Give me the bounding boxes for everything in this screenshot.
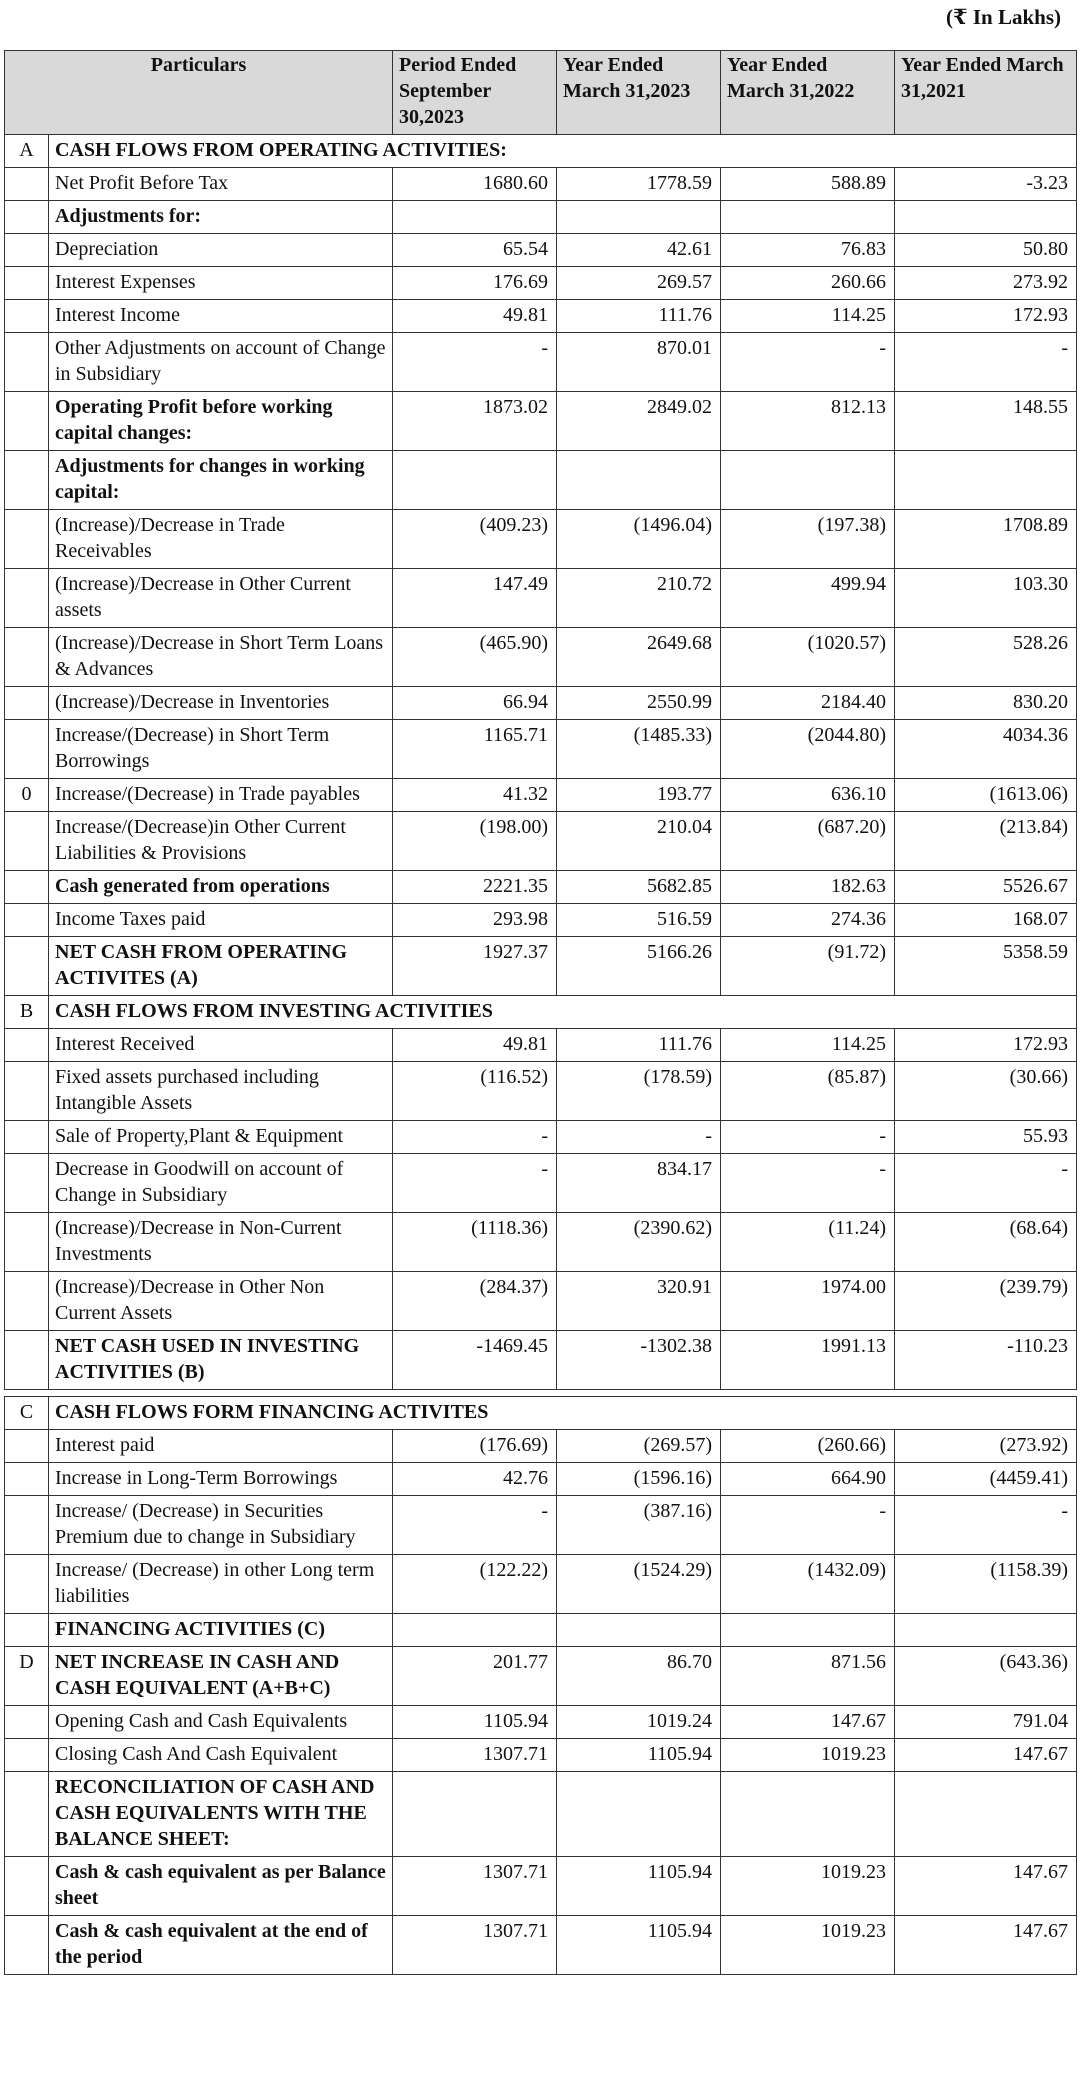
value-cell bbox=[895, 1614, 1077, 1647]
row-label: Depreciation bbox=[49, 234, 393, 267]
row-label: FINANCING ACTIVITIES (C) bbox=[49, 1614, 393, 1647]
row-label: Operating Profit before working capital changes: bbox=[49, 392, 393, 451]
value-cell: - bbox=[895, 333, 1077, 392]
section-marker bbox=[5, 1272, 49, 1331]
section-marker bbox=[5, 904, 49, 937]
value-cell: 1019.23 bbox=[721, 1739, 895, 1772]
table-row bbox=[5, 201, 1077, 234]
value-cell: 1680.60 bbox=[393, 168, 557, 201]
value-cell: (2044.80) bbox=[721, 720, 895, 779]
section-marker bbox=[5, 300, 49, 333]
value-cell: 320.91 bbox=[557, 1272, 721, 1331]
value-cell: 103.30 bbox=[895, 569, 1077, 628]
value-cell: 114.25 bbox=[721, 300, 895, 333]
section-marker bbox=[5, 392, 49, 451]
value-cell: 588.89 bbox=[721, 168, 895, 201]
value-cell: 2649.68 bbox=[557, 628, 721, 687]
table-row bbox=[5, 1213, 1077, 1272]
value-cell: 1105.94 bbox=[557, 1916, 721, 1975]
section-marker bbox=[5, 628, 49, 687]
value-cell: (197.38) bbox=[721, 510, 895, 569]
value-cell: (116.52) bbox=[393, 1062, 557, 1121]
value-cell: - bbox=[721, 1121, 895, 1154]
value-cell: (1118.36) bbox=[393, 1213, 557, 1272]
section-marker bbox=[5, 510, 49, 569]
table-row bbox=[5, 1062, 1077, 1121]
value-cell: 4034.36 bbox=[895, 720, 1077, 779]
header-particulars: Particulars bbox=[5, 51, 393, 135]
value-cell: -110.23 bbox=[895, 1331, 1077, 1390]
table-row bbox=[5, 812, 1077, 871]
value-cell: 528.26 bbox=[895, 628, 1077, 687]
value-cell bbox=[895, 451, 1077, 510]
value-cell: 664.90 bbox=[721, 1463, 895, 1496]
value-cell: 1873.02 bbox=[393, 392, 557, 451]
value-cell: (176.69) bbox=[393, 1430, 557, 1463]
value-cell: (122.22) bbox=[393, 1555, 557, 1614]
value-cell: 812.13 bbox=[721, 392, 895, 451]
section-marker bbox=[5, 1029, 49, 1062]
section-marker bbox=[5, 201, 49, 234]
row-label: Adjustments for changes in working capital: bbox=[49, 451, 393, 510]
table-row bbox=[5, 392, 1077, 451]
table-row bbox=[5, 1397, 1077, 1430]
value-cell: 1019.23 bbox=[721, 1916, 895, 1975]
section-marker bbox=[5, 1706, 49, 1739]
table-row bbox=[5, 510, 1077, 569]
value-cell: 182.63 bbox=[721, 871, 895, 904]
value-cell: -1469.45 bbox=[393, 1331, 557, 1390]
row-label: Closing Cash And Cash Equivalent bbox=[49, 1739, 393, 1772]
value-cell: 2221.35 bbox=[393, 871, 557, 904]
header-year-mar-2023: Year Ended March 31,2023 bbox=[557, 51, 721, 135]
value-cell: 111.76 bbox=[557, 1029, 721, 1062]
value-cell: (387.16) bbox=[557, 1496, 721, 1555]
value-cell: 1105.94 bbox=[557, 1857, 721, 1916]
value-cell: (4459.41) bbox=[895, 1463, 1077, 1496]
value-cell: 201.77 bbox=[393, 1647, 557, 1706]
value-cell: 1307.71 bbox=[393, 1916, 557, 1975]
value-cell: (1613.06) bbox=[895, 779, 1077, 812]
value-cell: - bbox=[557, 1121, 721, 1154]
value-cell: 5682.85 bbox=[557, 871, 721, 904]
row-label: RECONCILIATION OF CASH AND CASH EQUIVALENTS WITH THE BALANCE SHEET: bbox=[49, 1772, 393, 1857]
value-cell: (260.66) bbox=[721, 1430, 895, 1463]
value-cell bbox=[393, 1772, 557, 1857]
value-cell: 66.94 bbox=[393, 687, 557, 720]
value-cell: 2849.02 bbox=[557, 392, 721, 451]
value-cell: 1974.00 bbox=[721, 1272, 895, 1331]
value-cell bbox=[721, 201, 895, 234]
row-label: NET CASH USED IN INVESTING ACTIVITIES (B) bbox=[49, 1331, 393, 1390]
value-cell: 147.49 bbox=[393, 569, 557, 628]
value-cell: 41.32 bbox=[393, 779, 557, 812]
table-row bbox=[5, 267, 1077, 300]
value-cell: - bbox=[721, 1496, 895, 1555]
value-cell: 269.57 bbox=[557, 267, 721, 300]
section-heading: CASH FLOWS FROM INVESTING ACTIVITIES bbox=[49, 996, 1077, 1029]
row-label: Sale of Property,Plant & Equipment bbox=[49, 1121, 393, 1154]
table-row bbox=[5, 333, 1077, 392]
row-label: Interest Received bbox=[49, 1029, 393, 1062]
section-marker bbox=[5, 1739, 49, 1772]
header-period-sep-2023: Period Ended September 30,2023 bbox=[393, 51, 557, 135]
value-cell: 274.36 bbox=[721, 904, 895, 937]
section-marker bbox=[5, 451, 49, 510]
value-cell: 42.76 bbox=[393, 1463, 557, 1496]
value-cell: 791.04 bbox=[895, 1706, 1077, 1739]
table-body bbox=[5, 135, 1077, 1975]
section-marker bbox=[5, 1213, 49, 1272]
table-row bbox=[5, 1331, 1077, 1390]
table-row bbox=[5, 168, 1077, 201]
section-marker bbox=[5, 1331, 49, 1390]
row-label: Fixed assets purchased including Intangible Assets bbox=[49, 1062, 393, 1121]
table-row bbox=[5, 451, 1077, 510]
table-row bbox=[5, 1121, 1077, 1154]
value-cell: 2184.40 bbox=[721, 687, 895, 720]
value-cell bbox=[393, 201, 557, 234]
section-marker bbox=[5, 1496, 49, 1555]
value-cell: (465.90) bbox=[393, 628, 557, 687]
value-cell bbox=[557, 1614, 721, 1647]
value-cell: 193.77 bbox=[557, 779, 721, 812]
value-cell: (687.20) bbox=[721, 812, 895, 871]
section-marker bbox=[5, 1916, 49, 1975]
value-cell: 5526.67 bbox=[895, 871, 1077, 904]
value-cell: 172.93 bbox=[895, 300, 1077, 333]
value-cell: 273.92 bbox=[895, 267, 1077, 300]
section-marker: 0 bbox=[5, 779, 49, 812]
table-row bbox=[5, 1272, 1077, 1331]
value-cell: 55.93 bbox=[895, 1121, 1077, 1154]
value-cell: 65.54 bbox=[393, 234, 557, 267]
value-cell: 168.07 bbox=[895, 904, 1077, 937]
row-label: Increase/ (Decrease) in other Long term liabilities bbox=[49, 1555, 393, 1614]
table-row bbox=[5, 1430, 1077, 1463]
section-heading: CASH FLOWS FORM FINANCING ACTIVITES bbox=[49, 1397, 1077, 1430]
table-row bbox=[5, 720, 1077, 779]
value-cell: - bbox=[895, 1496, 1077, 1555]
value-cell: 1307.71 bbox=[393, 1857, 557, 1916]
table-row bbox=[5, 779, 1077, 812]
table-row bbox=[5, 569, 1077, 628]
table-row bbox=[5, 1772, 1077, 1857]
value-cell: 834.17 bbox=[557, 1154, 721, 1213]
value-cell: 1991.13 bbox=[721, 1331, 895, 1390]
value-cell: 1019.24 bbox=[557, 1706, 721, 1739]
value-cell bbox=[895, 201, 1077, 234]
value-cell: (1496.04) bbox=[557, 510, 721, 569]
value-cell: 210.04 bbox=[557, 812, 721, 871]
value-cell: 111.76 bbox=[557, 300, 721, 333]
value-cell: 2550.99 bbox=[557, 687, 721, 720]
value-cell: 830.20 bbox=[895, 687, 1077, 720]
section-marker bbox=[5, 720, 49, 779]
row-label: Other Adjustments on account of Change in Subsidiary bbox=[49, 333, 393, 392]
section-marker bbox=[5, 812, 49, 871]
value-cell: (2390.62) bbox=[557, 1213, 721, 1272]
value-cell bbox=[895, 1772, 1077, 1857]
value-cell bbox=[557, 1772, 721, 1857]
value-cell: 147.67 bbox=[895, 1857, 1077, 1916]
section-marker bbox=[5, 569, 49, 628]
section-marker bbox=[5, 168, 49, 201]
section-marker bbox=[5, 1857, 49, 1916]
section-marker bbox=[5, 267, 49, 300]
row-label: (Increase)/Decrease in Other Current assets bbox=[49, 569, 393, 628]
value-cell: 870.01 bbox=[557, 333, 721, 392]
value-cell bbox=[557, 201, 721, 234]
value-cell: (85.87) bbox=[721, 1062, 895, 1121]
section-marker bbox=[5, 1463, 49, 1496]
value-cell: 1708.89 bbox=[895, 510, 1077, 569]
table-row bbox=[5, 1029, 1077, 1062]
value-cell: (1596.16) bbox=[557, 1463, 721, 1496]
section-marker: D bbox=[5, 1647, 49, 1706]
value-cell: 293.98 bbox=[393, 904, 557, 937]
table-row bbox=[5, 234, 1077, 267]
table-row bbox=[5, 1496, 1077, 1555]
row-label: Opening Cash and Cash Equivalents bbox=[49, 1706, 393, 1739]
table-row bbox=[5, 1739, 1077, 1772]
row-label: Adjustments for: bbox=[49, 201, 393, 234]
value-cell: 147.67 bbox=[895, 1739, 1077, 1772]
header-year-mar-2021: Year Ended March 31,2021 bbox=[895, 51, 1077, 135]
value-cell: 1019.23 bbox=[721, 1857, 895, 1916]
table-row bbox=[5, 687, 1077, 720]
row-label: Interest paid bbox=[49, 1430, 393, 1463]
row-label: Decrease in Goodwill on account of Change in Subsidiary bbox=[49, 1154, 393, 1213]
section-marker bbox=[5, 333, 49, 392]
row-label: Net Profit Before Tax bbox=[49, 168, 393, 201]
value-cell: 147.67 bbox=[895, 1916, 1077, 1975]
header-year-mar-2022: Year Ended March 31,2022 bbox=[721, 51, 895, 135]
section-marker bbox=[5, 687, 49, 720]
table-row bbox=[5, 300, 1077, 333]
value-cell: 42.61 bbox=[557, 234, 721, 267]
row-label: (Increase)/Decrease in Trade Receivables bbox=[49, 510, 393, 569]
section-gap bbox=[5, 1390, 1077, 1397]
value-cell: (239.79) bbox=[895, 1272, 1077, 1331]
table-row bbox=[5, 996, 1077, 1029]
row-label: Increase/(Decrease) in Trade payables bbox=[49, 779, 393, 812]
row-label: Cash generated from operations bbox=[49, 871, 393, 904]
section-marker: A bbox=[5, 135, 49, 168]
row-label: (Increase)/Decrease in Non-Current Investments bbox=[49, 1213, 393, 1272]
value-cell: (1432.09) bbox=[721, 1555, 895, 1614]
value-cell: (1485.33) bbox=[557, 720, 721, 779]
row-label: Interest Income bbox=[49, 300, 393, 333]
value-cell: (409.23) bbox=[393, 510, 557, 569]
value-cell: 176.69 bbox=[393, 267, 557, 300]
value-cell: - bbox=[393, 1496, 557, 1555]
value-cell: - bbox=[721, 333, 895, 392]
value-cell: -1302.38 bbox=[557, 1331, 721, 1390]
row-label: Income Taxes paid bbox=[49, 904, 393, 937]
value-cell bbox=[721, 451, 895, 510]
value-cell: -3.23 bbox=[895, 168, 1077, 201]
table-row bbox=[5, 1154, 1077, 1213]
table-row bbox=[5, 628, 1077, 687]
table-header-row bbox=[5, 51, 1077, 135]
row-label: Increase/ (Decrease) in Securities Premium due to change in Subsidiary bbox=[49, 1496, 393, 1555]
value-cell: 5358.59 bbox=[895, 937, 1077, 996]
table-row bbox=[5, 135, 1077, 168]
value-cell: 76.83 bbox=[721, 234, 895, 267]
value-cell bbox=[393, 1614, 557, 1647]
value-cell: (1020.57) bbox=[721, 628, 895, 687]
row-label: (Increase)/Decrease in Short Term Loans & Advances bbox=[49, 628, 393, 687]
table-row bbox=[5, 1706, 1077, 1739]
row-label: Increase/(Decrease)in Other Current Liabilities & Provisions bbox=[49, 812, 393, 871]
section-marker bbox=[5, 1614, 49, 1647]
value-cell: - bbox=[393, 1121, 557, 1154]
section-marker bbox=[5, 871, 49, 904]
value-cell bbox=[393, 451, 557, 510]
row-label: NET CASH FROM OPERATING ACTIVITES (A) bbox=[49, 937, 393, 996]
value-cell: 148.55 bbox=[895, 392, 1077, 451]
value-cell: 114.25 bbox=[721, 1029, 895, 1062]
row-label: (Increase)/Decrease in Inventories bbox=[49, 687, 393, 720]
section-heading: CASH FLOWS FROM OPERATING ACTIVITIES: bbox=[49, 135, 1077, 168]
section-marker bbox=[5, 234, 49, 267]
cash-flow-statement-table bbox=[4, 50, 1077, 1975]
value-cell: (1524.29) bbox=[557, 1555, 721, 1614]
value-cell: 1778.59 bbox=[557, 168, 721, 201]
value-cell bbox=[557, 451, 721, 510]
value-cell: (273.92) bbox=[895, 1430, 1077, 1463]
section-marker bbox=[5, 1121, 49, 1154]
value-cell: 5166.26 bbox=[557, 937, 721, 996]
value-cell: (178.59) bbox=[557, 1062, 721, 1121]
table-row bbox=[5, 1390, 1077, 1397]
row-label: NET INCREASE IN CASH AND CASH EQUIVALENT (A+B+C) bbox=[49, 1647, 393, 1706]
table-row bbox=[5, 1555, 1077, 1614]
value-cell: - bbox=[721, 1154, 895, 1213]
value-cell: 49.81 bbox=[393, 1029, 557, 1062]
value-cell: 499.94 bbox=[721, 569, 895, 628]
value-cell: (213.84) bbox=[895, 812, 1077, 871]
table-row bbox=[5, 1916, 1077, 1975]
value-cell: (11.24) bbox=[721, 1213, 895, 1272]
value-cell: 516.59 bbox=[557, 904, 721, 937]
row-label: Increase/(Decrease) in Short Term Borrowings bbox=[49, 720, 393, 779]
value-cell: - bbox=[895, 1154, 1077, 1213]
row-label: Cash & cash equivalent as per Balance sheet bbox=[49, 1857, 393, 1916]
row-label: Interest Expenses bbox=[49, 267, 393, 300]
value-cell: 1307.71 bbox=[393, 1739, 557, 1772]
section-marker bbox=[5, 1154, 49, 1213]
value-cell: (643.36) bbox=[895, 1647, 1077, 1706]
value-cell: (269.57) bbox=[557, 1430, 721, 1463]
value-cell: 49.81 bbox=[393, 300, 557, 333]
value-cell: 260.66 bbox=[721, 267, 895, 300]
value-cell: 86.70 bbox=[557, 1647, 721, 1706]
row-label: (Increase)/Decrease in Other Non Current Assets bbox=[49, 1272, 393, 1331]
value-cell: (30.66) bbox=[895, 1062, 1077, 1121]
table-row bbox=[5, 871, 1077, 904]
table-row bbox=[5, 1463, 1077, 1496]
section-marker bbox=[5, 1555, 49, 1614]
table-row bbox=[5, 1647, 1077, 1706]
table-row bbox=[5, 937, 1077, 996]
table-row bbox=[5, 904, 1077, 937]
row-label: Cash & cash equivalent at the end of the period bbox=[49, 1916, 393, 1975]
value-cell: (68.64) bbox=[895, 1213, 1077, 1272]
section-marker bbox=[5, 1772, 49, 1857]
value-cell: (284.37) bbox=[393, 1272, 557, 1331]
value-cell: - bbox=[393, 333, 557, 392]
value-cell: - bbox=[393, 1154, 557, 1213]
row-label: Increase in Long-Term Borrowings bbox=[49, 1463, 393, 1496]
value-cell: 147.67 bbox=[721, 1706, 895, 1739]
currency-unit-note: (₹ In Lakhs) bbox=[946, 5, 1061, 29]
table-row bbox=[5, 1614, 1077, 1647]
section-marker: C bbox=[5, 1397, 49, 1430]
section-marker bbox=[5, 937, 49, 996]
value-cell: 1105.94 bbox=[393, 1706, 557, 1739]
value-cell: 210.72 bbox=[557, 569, 721, 628]
value-cell bbox=[721, 1772, 895, 1857]
section-marker bbox=[5, 1062, 49, 1121]
value-cell: 871.56 bbox=[721, 1647, 895, 1706]
value-cell: (1158.39) bbox=[895, 1555, 1077, 1614]
value-cell bbox=[721, 1614, 895, 1647]
value-cell: (198.00) bbox=[393, 812, 557, 871]
value-cell: 1165.71 bbox=[393, 720, 557, 779]
value-cell: 50.80 bbox=[895, 234, 1077, 267]
value-cell: 636.10 bbox=[721, 779, 895, 812]
value-cell: (91.72) bbox=[721, 937, 895, 996]
table-row bbox=[5, 1857, 1077, 1916]
value-cell: 172.93 bbox=[895, 1029, 1077, 1062]
value-cell: 1927.37 bbox=[393, 937, 557, 996]
value-cell: 1105.94 bbox=[557, 1739, 721, 1772]
section-marker bbox=[5, 1430, 49, 1463]
section-marker: B bbox=[5, 996, 49, 1029]
